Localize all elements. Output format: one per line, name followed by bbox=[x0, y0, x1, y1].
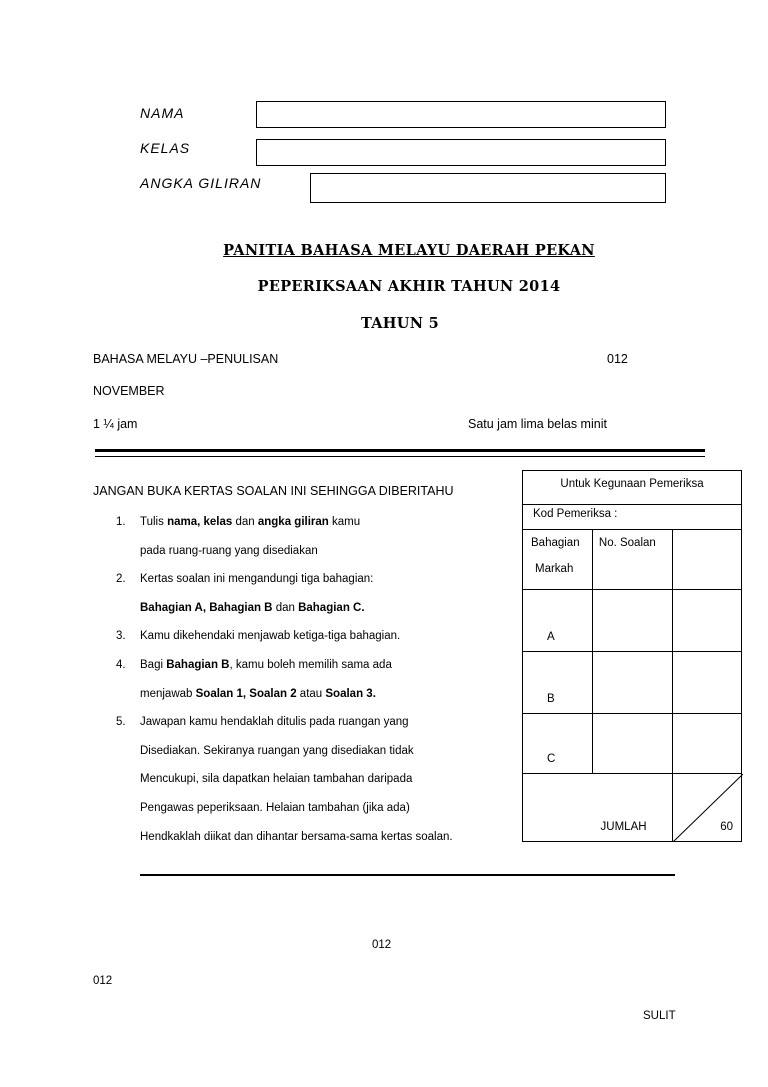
instruction-number: 4. bbox=[116, 659, 126, 671]
row-a-markah[interactable] bbox=[672, 590, 741, 652]
instruction-number: 3. bbox=[116, 630, 126, 643]
instruction-text: Kertas soalan ini mengandungi tiga bahagian: bbox=[140, 573, 374, 586]
instruction-text: Hendkaklah diikat dan dihantar bersama-sama kertas soalan. bbox=[140, 830, 453, 843]
divider-top-thick bbox=[95, 449, 705, 452]
exam-month: NOVEMBER bbox=[93, 384, 165, 398]
instruction-line bbox=[140, 659, 392, 671]
instruction-text: dan bbox=[272, 601, 299, 614]
instruction-text: Disediakan. Sekiranya ruangan yang disediakan tidak bbox=[140, 744, 414, 757]
row-c-soalan[interactable] bbox=[592, 714, 672, 774]
col-markah-label: Markah bbox=[535, 563, 574, 575]
instruction-line bbox=[140, 602, 365, 614]
instructions-title: JANGAN BUKA KERTAS SOALAN INI SEHINGGA DIBERITAHU bbox=[93, 484, 454, 498]
instruction-line bbox=[140, 688, 376, 700]
jumlah-total-cell bbox=[672, 774, 741, 842]
footer-sulit: SULIT bbox=[643, 1010, 676, 1022]
row-b-text: B bbox=[547, 693, 555, 705]
instruction-text: Jawapan kamu hendaklah ditulis pada ruangan yang bbox=[140, 716, 409, 729]
nama-label: NAMA bbox=[140, 105, 185, 121]
instruction-line bbox=[140, 573, 373, 585]
row-b-markah[interactable] bbox=[672, 652, 741, 714]
year-title: TAHUN 5 bbox=[360, 315, 440, 332]
divider-top-thin bbox=[95, 456, 705, 457]
instruction-text: Pengawas peperiksaan. Helaian tambahan (jika ada) bbox=[140, 802, 410, 814]
instruction-text: menjawab bbox=[140, 687, 196, 700]
instruction-bold-text: Bahagian C. bbox=[298, 601, 365, 614]
footer-left-code: 012 bbox=[93, 975, 113, 987]
kelas-field[interactable] bbox=[256, 139, 666, 166]
nama-field[interactable] bbox=[256, 101, 666, 128]
instruction-line bbox=[140, 630, 400, 642]
instruction-line bbox=[140, 773, 412, 785]
row-b-label bbox=[523, 652, 593, 714]
instruction-text: pada ruang-ruang yang disediakan bbox=[140, 544, 318, 557]
kod-pemeriksa: Kod Pemeriksa : bbox=[523, 505, 742, 530]
instruction-text: Tulis bbox=[140, 516, 168, 528]
row-c-label bbox=[523, 714, 593, 774]
duration-words: Satu jam lima belas minit bbox=[468, 417, 607, 431]
jumlah-total: 60 bbox=[720, 821, 733, 833]
instruction-bold-text: angka giliran bbox=[257, 516, 329, 528]
jumlah-cell bbox=[523, 774, 673, 842]
instruction-number: 5. bbox=[116, 716, 126, 729]
instruction-line bbox=[140, 831, 453, 843]
angka-giliran-label: ANGKA GILIRAN bbox=[140, 175, 262, 191]
exam-title: PEPERIKSAAN AKHIR TAHUN 2014 bbox=[257, 278, 561, 295]
instruction-bold-text: nama, kelas bbox=[167, 516, 233, 528]
instruction-line bbox=[140, 745, 414, 757]
row-a-soalan[interactable] bbox=[592, 590, 672, 652]
instruction-bold-text: Soalan 1, Soalan 2 bbox=[195, 687, 297, 700]
instruction-text: kamu bbox=[328, 516, 361, 528]
instruction-bold-text: Soalan 3. bbox=[325, 687, 376, 700]
instruction-text: Mencukupi, sila dapatkan helaian tambahan daripada bbox=[140, 773, 413, 786]
examiner-table bbox=[522, 470, 742, 842]
instruction-text: dan bbox=[232, 516, 258, 528]
row-a-text: A bbox=[547, 631, 555, 643]
angka-giliran-field[interactable] bbox=[310, 173, 666, 203]
jumlah-label: JUMLAH bbox=[600, 821, 647, 833]
col-soalan-label: No. Soalan bbox=[598, 537, 656, 549]
panitia-title: PANITIA BAHASA MELAYU DAERAH PEKAN bbox=[223, 242, 595, 259]
col-bahagian-label: Bahagian bbox=[531, 537, 580, 549]
row-c-markah[interactable] bbox=[672, 714, 741, 774]
divider-bottom bbox=[140, 874, 675, 876]
instruction-line bbox=[140, 716, 409, 728]
kelas-label: KELAS bbox=[140, 140, 191, 156]
duration: 1 ¼ jam bbox=[93, 417, 138, 431]
instruction-text: , kamu boleh memilih sama ada bbox=[229, 659, 392, 671]
instruction-number: 1. bbox=[116, 516, 126, 528]
instruction-number: 2. bbox=[116, 573, 126, 586]
row-b-soalan[interactable] bbox=[592, 652, 672, 714]
instruction-text: Kamu dikehendaki menjawab ketiga-tiga bahagian. bbox=[140, 630, 401, 643]
col-bahagian-header bbox=[523, 530, 593, 590]
instruction-text: Bagi bbox=[140, 659, 167, 671]
subject-label: BAHASA MELAYU –PENULISAN bbox=[93, 352, 279, 366]
instruction-line bbox=[140, 516, 360, 528]
col-markah-header bbox=[672, 530, 741, 590]
examiner-title: Untuk Kegunaan Pemeriksa bbox=[523, 471, 742, 505]
instruction-line bbox=[140, 802, 410, 814]
instruction-line bbox=[140, 545, 318, 557]
row-c-text: C bbox=[547, 753, 556, 765]
instruction-bold-text: Bahagian A, Bahagian B bbox=[140, 601, 273, 614]
subject-code: 012 bbox=[607, 352, 628, 366]
footer-center-code: 012 bbox=[372, 939, 392, 951]
row-a-label bbox=[523, 590, 593, 652]
col-soalan-header bbox=[592, 530, 672, 590]
instruction-bold-text: Bahagian B bbox=[166, 659, 230, 671]
instruction-text: atau bbox=[296, 687, 326, 700]
